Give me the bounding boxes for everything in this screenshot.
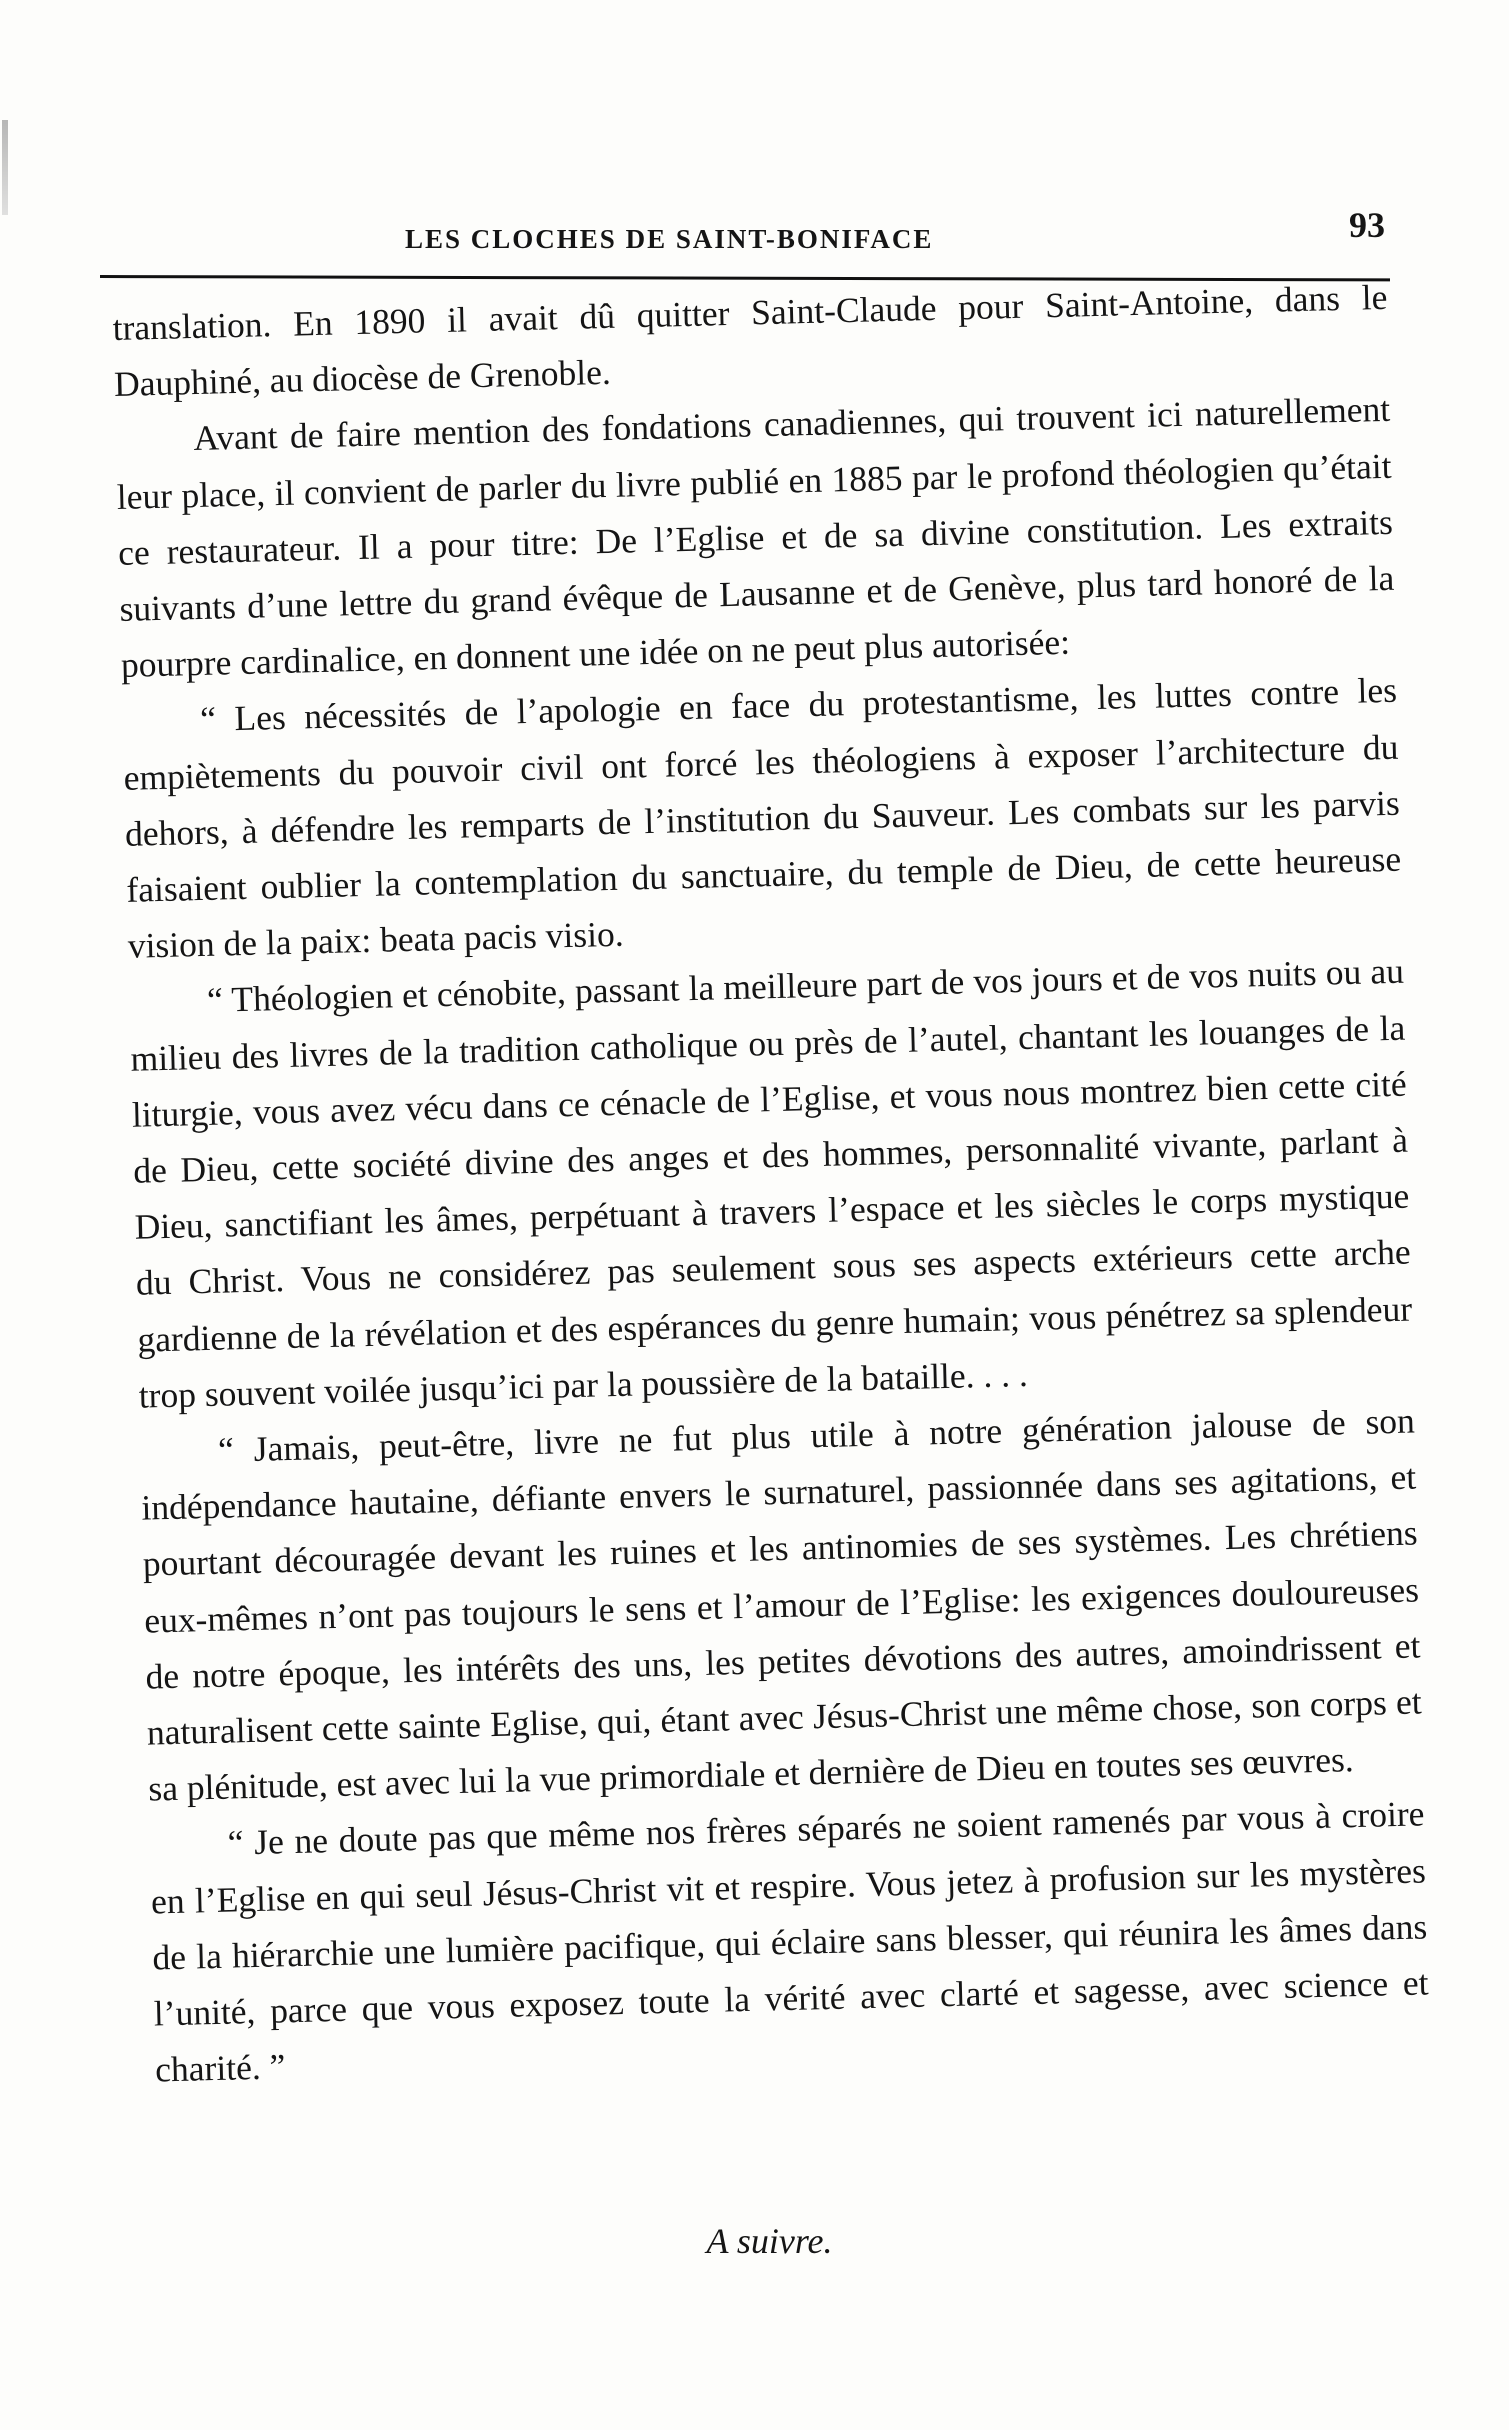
paragraph-2: Avant de faire mention des fondations canadiennes, qui trouvent ici naturellement leur place, il convient de parler du livre publié en 1885 par le profond théologien qu’était ce restaurateur. Il a pour titre: De l’Eglise et de sa divine constitution. Les extraits suivants d’une lettre du grand évêque de Lausanne et de Genève, plus tard honoré de la pourpre cardinalice, en donnent une idée on ne peut plus autorisée:: [116, 389, 1395, 686]
paragraph-4: “ Théologien et cénobite, passant la meilleure part de vos jours et de vos nuits ou au milieu des livres de la tradition catholique ou près de l’autel, chantant les louanges de la liturgie, vous avez vécu dans ce cénacle de l’Eglise, et vous nous montrez bien cette cité de Dieu, cette société divine des anges et des hommes, personnalité vivante, parlant à Dieu, sanctifiant les âmes, perpétuant à travers l’espace et les siècles le corps mystique du Christ. Vous ne considérez pas seulement sous ses aspects extérieurs cette arche gardienne de la révélation et des espérances du genre humain; vous pénétrez sa splendeur trop souvent voilée jusqu’ici par la poussière de la bataille. . . .: [130, 951, 1413, 1416]
margin-scan-mark: [2, 120, 8, 215]
paragraph-6: “ Je ne doute pas que même nos frères séparés ne soient ramenés par vous à croire en l’Eglise en qui seul Jésus-Christ vit et respire. Vous jetez à profusion sur les mystères de la hiérarchie une lumière pacifique, qui éclaire sans blesser, qui réunira les âmes dans l’unité, parce que vous exposez toute la vérité avec clarté et sagesse, avec science et charité. ”: [150, 1793, 1429, 2090]
page-number: 93: [1349, 205, 1385, 245]
running-title: LES CLOCHES DE SAINT-BONIFACE: [405, 224, 934, 254]
paragraph-5: “ Jamais, peut-être, livre ne fut plus utile à notre génération jalouse de son indépendance hautaine, défiante envers le surnaturel, passionnée dans ses agitations, et pourtant découragée devant les ruines et les antinomies de ses systèmes. Les chrétiens eux-mêmes n’ont pas toujours le sens et l’amour de l’Eglise: les exigences douloureuses de notre époque, les intérêts des uns, les petites dévotions des autres, amoindrissent et naturalisent cette sainte Eglise, qui, étant avec Jésus-Christ une même chose, son corps et sa plénitude, est avec lui la vue primordiale et dernière de Dieu en toutes ses œuvres.: [141, 1400, 1423, 1809]
paragraph-3: “ Les nécessités de l’apologie en face du protestantisme, les luttes contre les empiètements du pouvoir civil ont forcé les théologiens à exposer l’architecture du dehors, à défendre les remparts de l’institution du Sauveur. Les combats sur les parvis faisaient oublier la contemplation du sanctuaire, du temple de Dieu, de cette heureuse vision de la paix: beata pacis visio.: [123, 670, 1402, 967]
paragraph-1: translation. En 1890 il avait dû quitter Saint-Claude pour Saint-Antoine, dans le Dauphiné, au diocèse de Grenoble.: [112, 276, 1388, 405]
page-header: [100, 200, 1390, 270]
body-text: [112, 269, 1431, 2098]
continuation-note: A suivre.: [706, 2221, 833, 2261]
